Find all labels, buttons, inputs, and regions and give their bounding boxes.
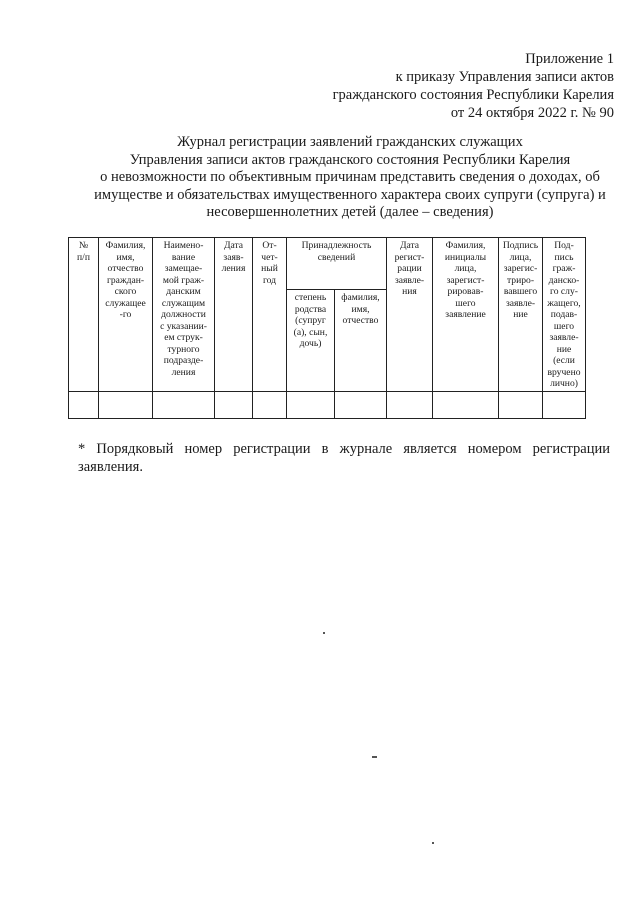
table-row [69, 391, 586, 418]
table-cell [69, 391, 99, 418]
table-cell [543, 391, 586, 418]
header-registrar-signature: Подпись лица, зарегис- триро- вавшего заявле- ние [499, 238, 543, 392]
header-kinship-degree: степень родства (супруг (а), сын, дочь) [287, 290, 335, 392]
footnote-line-1: * Порядковый номер регистрации в журнале является номером регистрации [78, 441, 610, 457]
footnote [78, 440, 610, 476]
header-application-date: Дата заяв- ления [215, 238, 253, 392]
appendix-block [254, 50, 614, 122]
header-relative-name: фамилия, имя, отчество [335, 290, 387, 392]
table-cell [433, 391, 499, 418]
title-line-2: Управления записи актов гражданского состояния Республики Карелия [129, 151, 571, 168]
header-registration-date: Дата регист- рации заявле- ния [387, 238, 433, 392]
appendix-line-1: Приложение 1 [525, 51, 614, 67]
table-cell [287, 391, 335, 418]
document-title [70, 134, 630, 222]
table-cell [153, 391, 215, 418]
appendix-line-3: гражданского состояния Республики Карелия [332, 87, 614, 103]
scan-speck [372, 756, 377, 758]
scan-speck [323, 632, 325, 634]
header-number: № п/п [69, 238, 99, 392]
title-line-1: Журнал регистрации заявлений гражданских служащих [177, 134, 523, 150]
table-cell [387, 391, 433, 418]
table-cell [215, 391, 253, 418]
header-affiliation: Принадлежность сведений [287, 238, 387, 290]
header-position: Наимено- вание замещае- мой граж- данским служащим должности с указании- ем струк- турного подразде- ления [153, 238, 215, 392]
appendix-line-2: к приказу Управления записи актов [395, 69, 614, 85]
header-full-name: Фамилия, имя, отчество граждан- ского служащее -го [99, 238, 153, 392]
appendix-line-4: от 24 октября 2022 г. № 90 [450, 105, 614, 121]
scan-speck [432, 842, 434, 844]
table-cell [499, 391, 543, 418]
header-reporting-year: От- чет- ный год [253, 238, 287, 392]
table-cell [253, 391, 287, 418]
registration-journal-table [68, 237, 586, 419]
table-cell [99, 391, 153, 418]
title-line-3: о невозможности по объективным причинам представить сведения о доходах, об [100, 169, 600, 185]
header-employee-signature: Под- пись граж- данско- го слу- жащего, подав- шего заявле- ние (если вручено лично) [543, 238, 586, 392]
title-line-5: несовершеннолетних детей (далее – сведения) [206, 204, 494, 220]
footnote-line-2: заявления. [78, 459, 143, 475]
header-registrar-name: Фамилия, инициалы лица, зарегист- рировав- шего заявление [433, 238, 499, 392]
table-cell [335, 391, 387, 418]
title-line-4: имуществе и обязательствах имущественного характера своих супруги (супруга) и [94, 186, 606, 203]
